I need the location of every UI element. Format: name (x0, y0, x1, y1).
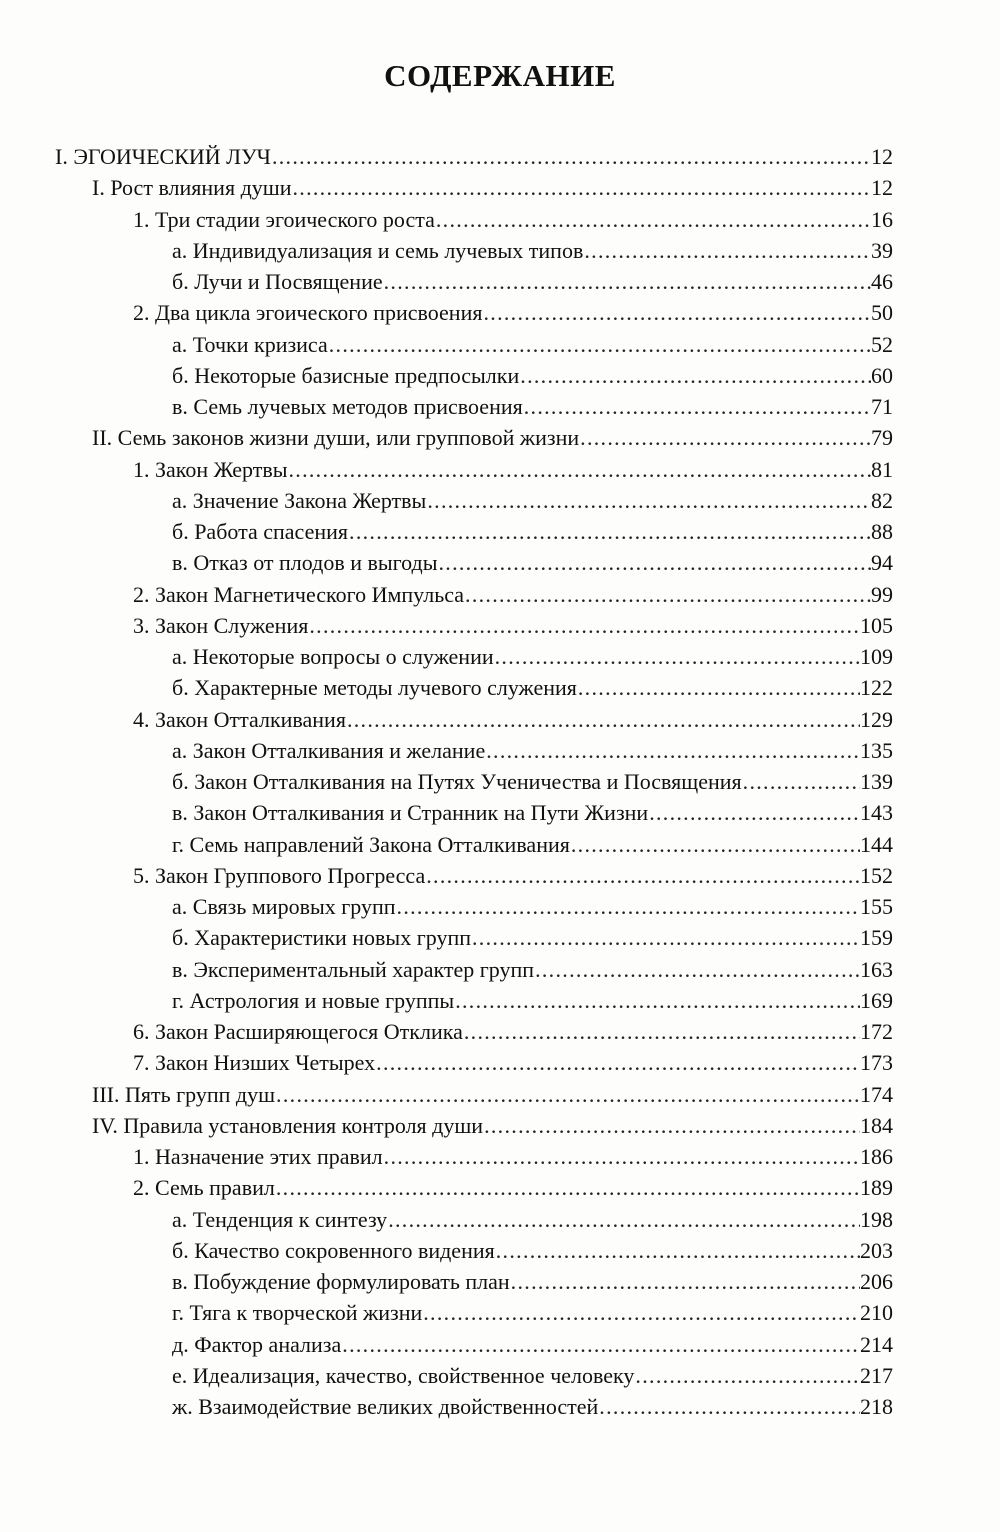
toc-entry (0, 1329, 893, 1360)
dot-leader (438, 547, 871, 578)
toc-entry-page-number: 159 (860, 925, 893, 951)
toc-entry-page-number: 174 (860, 1081, 893, 1107)
toc-entry-title: 2. Закон Магнетического Импульса (133, 581, 465, 607)
toc-entry-title: 6. Закон Расширяющегося Отклика (133, 1019, 463, 1044)
toc-entry-title: г. Семь направлений Закона Отталкивания (172, 831, 570, 857)
toc-entry-title: 3. Закон Служения (133, 612, 309, 638)
toc-entry-page-number: 46 (871, 269, 893, 294)
toc-entry-title: б. Лучи и Посвящение (172, 269, 383, 294)
toc-entry-page-number: 50 (871, 300, 893, 326)
toc-entry-title: б. Качество сокровенного видения (172, 1237, 495, 1263)
toc-entry (0, 1079, 893, 1110)
toc-entry-title: 7. Закон Низших Четырех (133, 1050, 376, 1076)
dot-leader (329, 329, 871, 360)
toc-entry-title: а. Закон Отталкивания и желание (172, 737, 486, 763)
toc-entry (0, 297, 893, 328)
toc-entry (0, 141, 893, 172)
dot-leader (384, 266, 871, 297)
toc-entry (0, 704, 893, 735)
toc-entry-title: 1. Назначение этих правил (133, 1144, 383, 1169)
toc-entry (0, 1235, 893, 1266)
toc-entry-page-number: 88 (871, 519, 893, 544)
dot-leader (455, 985, 860, 1016)
toc-entry (0, 1110, 893, 1141)
toc-entry (0, 829, 893, 860)
toc-entry-title: а. Значение Закона Жертвы (172, 487, 427, 513)
dot-leader (309, 610, 860, 641)
dot-leader (580, 422, 871, 453)
toc-entry (0, 454, 893, 485)
dot-leader (571, 829, 860, 860)
toc-entry (0, 641, 893, 672)
toc-entry-title: 2. Семь правил (133, 1175, 275, 1201)
dot-leader (347, 704, 860, 735)
toc-entry-title: ж. Взаимодействие великих двойственностей (172, 1394, 599, 1419)
page-title: СОДЕРЖАНИЕ (384, 58, 616, 93)
toc-entry (0, 485, 893, 516)
dot-leader (484, 1110, 860, 1141)
toc-entry (0, 235, 893, 266)
dot-leader (423, 1297, 860, 1328)
toc-entry-page-number: 109 (860, 644, 893, 669)
dot-leader (486, 735, 860, 766)
dot-leader (511, 1266, 860, 1297)
toc-entry-title: а. Точки кризиса (172, 331, 328, 357)
toc-entry-title: б. Закон Отталкивания на Путях Ученичества и Посвящения (172, 769, 742, 794)
toc-entry-title: а. Связь мировых групп (172, 894, 396, 919)
dot-leader (292, 172, 871, 203)
toc-entry-page-number: 198 (860, 1206, 893, 1232)
toc-entry (0, 1016, 893, 1047)
toc-entry-page-number: 105 (860, 612, 893, 638)
dot-leader (342, 1329, 860, 1360)
table-of-contents (0, 141, 1000, 1422)
toc-entry-title: II. Семь законов жизни души, или групповой жизни (92, 425, 580, 451)
toc-entry-page-number: 186 (860, 1144, 893, 1169)
dot-leader (495, 641, 860, 672)
toc-entry-page-number: 52 (871, 331, 893, 357)
toc-entry (0, 922, 893, 953)
toc-entry-page-number: 173 (860, 1050, 893, 1076)
toc-entry (0, 391, 893, 422)
dot-leader (649, 797, 860, 828)
toc-entry-title: б. Некоторые базисные предпосылки (172, 362, 520, 388)
toc-entry (0, 1297, 893, 1328)
toc-entry (0, 610, 893, 641)
toc-entry-page-number: 163 (860, 956, 893, 982)
toc-entry-title: III. Пять групп душ (92, 1081, 276, 1107)
toc-entry-title: в. Семь лучевых методов присвоения (172, 394, 523, 419)
toc-entry-page-number: 218 (860, 1394, 893, 1419)
dot-leader (272, 141, 871, 172)
toc-entry-page-number: 16 (871, 206, 893, 232)
toc-entry-page-number: 99 (871, 581, 893, 607)
toc-entry-page-number: 184 (860, 1112, 893, 1138)
toc-entry-page-number: 60 (871, 362, 893, 388)
toc-entry-title: е. Идеализация, качество, свойственное человеку (172, 1362, 635, 1388)
toc-entry-title: б. Работа спасения (172, 519, 349, 544)
toc-entry-page-number: 81 (871, 456, 893, 482)
toc-entry-page-number: 129 (860, 706, 893, 732)
toc-entry-title: в. Побуждение формулировать план (172, 1269, 510, 1294)
dot-leader (524, 391, 871, 422)
toc-entry-title: в. Закон Отталкивания и Странник на Пути Жизни (172, 800, 649, 826)
toc-entry-page-number: 94 (871, 550, 893, 576)
toc-entry (0, 329, 893, 360)
toc-entry-title: г. Тяга к творческой жизни (172, 1300, 423, 1326)
toc-entry (0, 1141, 893, 1172)
toc-entry-title: I. Рост влияния души (92, 175, 292, 201)
toc-entry (0, 266, 893, 297)
toc-entry (0, 1266, 893, 1297)
toc-entry-page-number: 122 (860, 675, 893, 701)
toc-entry-title: 1. Закон Жертвы (133, 456, 288, 482)
toc-entry-page-number: 217 (860, 1362, 893, 1388)
dot-leader (535, 954, 860, 985)
toc-entry-page-number: 71 (871, 394, 893, 419)
toc-entry-title: 4. Закон Отталкивания (133, 706, 346, 732)
toc-entry (0, 547, 893, 578)
toc-entry (0, 204, 893, 235)
dot-leader (578, 672, 860, 703)
toc-entry-title: а. Индивидуализация и семь лучевых типов (172, 237, 584, 263)
toc-entry-page-number: 12 (871, 144, 893, 169)
toc-entry-title: а. Некоторые вопросы о служении (172, 644, 494, 669)
dot-leader (599, 1391, 860, 1422)
dot-leader (520, 360, 871, 391)
dot-leader (426, 860, 860, 891)
toc-entry (0, 1391, 893, 1422)
toc-entry (0, 422, 893, 453)
dot-leader (496, 1235, 860, 1266)
toc-entry (0, 766, 893, 797)
dot-leader (743, 766, 860, 797)
toc-entry (0, 516, 893, 547)
toc-entry (0, 1204, 893, 1235)
toc-entry (0, 860, 893, 891)
toc-entry (0, 360, 893, 391)
toc-entry-page-number: 152 (860, 862, 893, 888)
toc-entry-page-number: 144 (860, 831, 893, 857)
toc-entry (0, 891, 893, 922)
toc-entry (0, 172, 893, 203)
toc-entry-page-number: 82 (871, 487, 893, 513)
toc-entry-title: 5. Закон Группового Прогресса (133, 862, 426, 888)
toc-entry (0, 579, 893, 610)
dot-leader (436, 204, 871, 235)
dot-leader (427, 485, 871, 516)
toc-entry-page-number: 189 (860, 1175, 893, 1201)
toc-entry-title: д. Фактор анализа (172, 1331, 342, 1357)
toc-entry (0, 1047, 893, 1078)
toc-entry-title: 2. Два цикла эгоического присвоения (133, 300, 483, 326)
dot-leader (465, 579, 871, 610)
toc-entry-page-number: 210 (860, 1300, 893, 1326)
dot-leader (288, 454, 871, 485)
toc-entry-page-number: 139 (860, 769, 893, 794)
toc-entry (0, 954, 893, 985)
toc-entry-title: б. Характерные методы лучевого служения (172, 675, 577, 701)
toc-entry-title: а. Тенденция к синтезу (172, 1206, 388, 1232)
dot-leader (584, 235, 871, 266)
toc-entry-page-number: 79 (871, 425, 893, 451)
toc-entry-title: 1. Три стадии эгоического роста (133, 206, 435, 232)
toc-entry-title: в. Отказ от плодов и выгоды (172, 550, 438, 576)
toc-entry-title: г. Астрология и новые группы (172, 987, 455, 1013)
toc-entry (0, 735, 893, 766)
dot-leader (384, 1141, 860, 1172)
dot-leader (472, 922, 860, 953)
dot-leader (349, 516, 871, 547)
toc-entry-page-number: 143 (860, 800, 893, 826)
toc-entry (0, 1360, 893, 1391)
toc-entry-page-number: 12 (871, 175, 893, 201)
toc-entry-page-number: 169 (860, 987, 893, 1013)
dot-leader (483, 297, 871, 328)
toc-entry (0, 797, 893, 828)
dot-leader (276, 1079, 860, 1110)
toc-entry-title: в. Экспериментальный характер групп (172, 956, 535, 982)
dot-leader (464, 1016, 860, 1047)
toc-entry-page-number: 135 (860, 737, 893, 763)
toc-entry-title: IV. Правила установления контроля души (92, 1112, 484, 1138)
dot-leader (376, 1047, 860, 1078)
toc-entry-title: б. Характеристики новых групп (172, 925, 471, 951)
dot-leader (635, 1360, 860, 1391)
toc-entry-title: I. ЭГОИЧЕСКИЙ ЛУЧ (55, 144, 271, 169)
toc-entry-page-number: 172 (860, 1019, 893, 1044)
toc-entry-page-number: 155 (860, 894, 893, 919)
toc-entry (0, 1172, 893, 1203)
dot-leader (276, 1172, 860, 1203)
toc-entry (0, 985, 893, 1016)
toc-entry-page-number: 203 (860, 1237, 893, 1263)
dot-leader (397, 891, 860, 922)
toc-entry-page-number: 206 (860, 1269, 893, 1294)
toc-entry (0, 672, 893, 703)
dot-leader (388, 1204, 860, 1235)
toc-entry-page-number: 214 (860, 1331, 893, 1357)
toc-entry-page-number: 39 (871, 237, 893, 263)
